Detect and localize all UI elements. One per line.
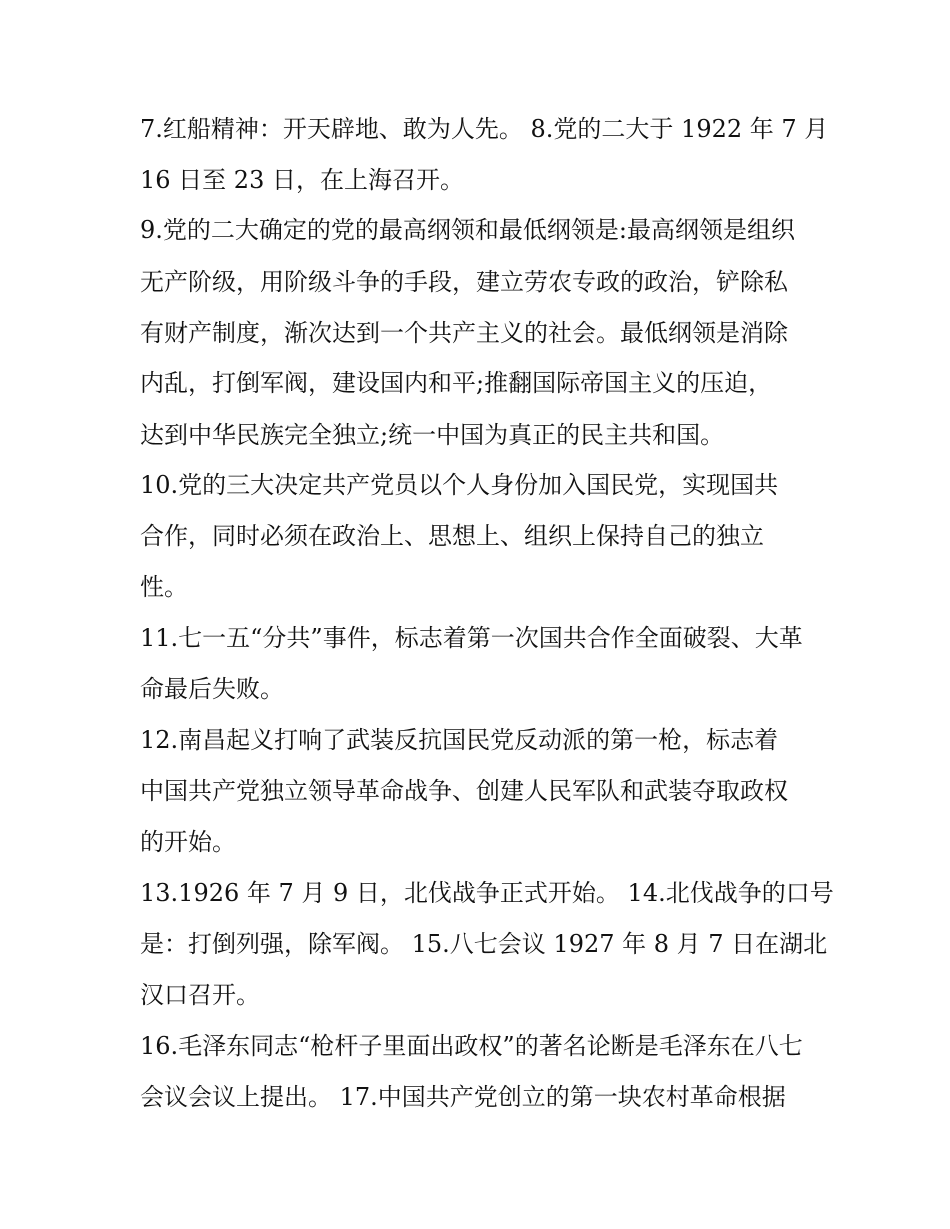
text-line: 10.党的三大决定共产党员以个人身份加入国民党，实现国共 [140, 471, 779, 499]
text-line: 的开始。 [140, 828, 236, 856]
text-line: 会议会议上提出。 17.中国共产党创立的第一块农村革命根据 [140, 1083, 786, 1111]
text-line: 9.党的二大确定的党的最高纲领和最低纲领是:最高纲领是组织 [140, 216, 795, 244]
text-line: 12.南昌起义打响了武装反抗国民党反动派的第一枪，标志着 [140, 726, 779, 754]
text-line: 汉口召开。 [140, 981, 260, 1009]
text-line: 13.1926 年 7 月 9 日，北伐战争正式开始。 14.北伐战争的口号 [140, 879, 834, 907]
text-line: 有财产制度，渐次达到一个共产主义的社会。最低纲领是消除 [140, 319, 788, 347]
text-line: 16 日至 23 日，在上海召开。 [140, 166, 464, 194]
text-line: 16.毛泽东同志“枪杆子里面出政权”的著名论断是毛泽东在八七 [140, 1032, 803, 1060]
text-line: 命最后失败。 [140, 675, 284, 703]
text-line: 11.七一五“分共”事件，标志着第一次国共合作全面破裂、大革 [140, 624, 803, 652]
text-line: 内乱，打倒军阀，建设国内和平;推翻国际帝国主义的压迫， [140, 369, 773, 397]
text-line: 7.红船精神：开天辟地、敢为人先。 8.党的二大于 1922 年 7 月 [140, 115, 829, 143]
text-line: 合作，同时必须在政治上、思想上、组织上保持自己的独立 [140, 522, 764, 550]
text-line: 性。 [140, 573, 188, 601]
text-line: 中国共产党独立领导革命战争、创建人民军队和武装夺取政权 [140, 777, 788, 805]
text-line: 是：打倒列强，除军阀。 15.八七会议 1927 年 8 月 7 日在湖北 [140, 930, 828, 958]
text-line: 无产阶级，用阶级斗争的手段，建立劳农专政的政治，铲除私 [140, 268, 788, 296]
text-line: 达到中华民族完全独立;统一中国为真正的民主共和国。 [140, 421, 725, 449]
